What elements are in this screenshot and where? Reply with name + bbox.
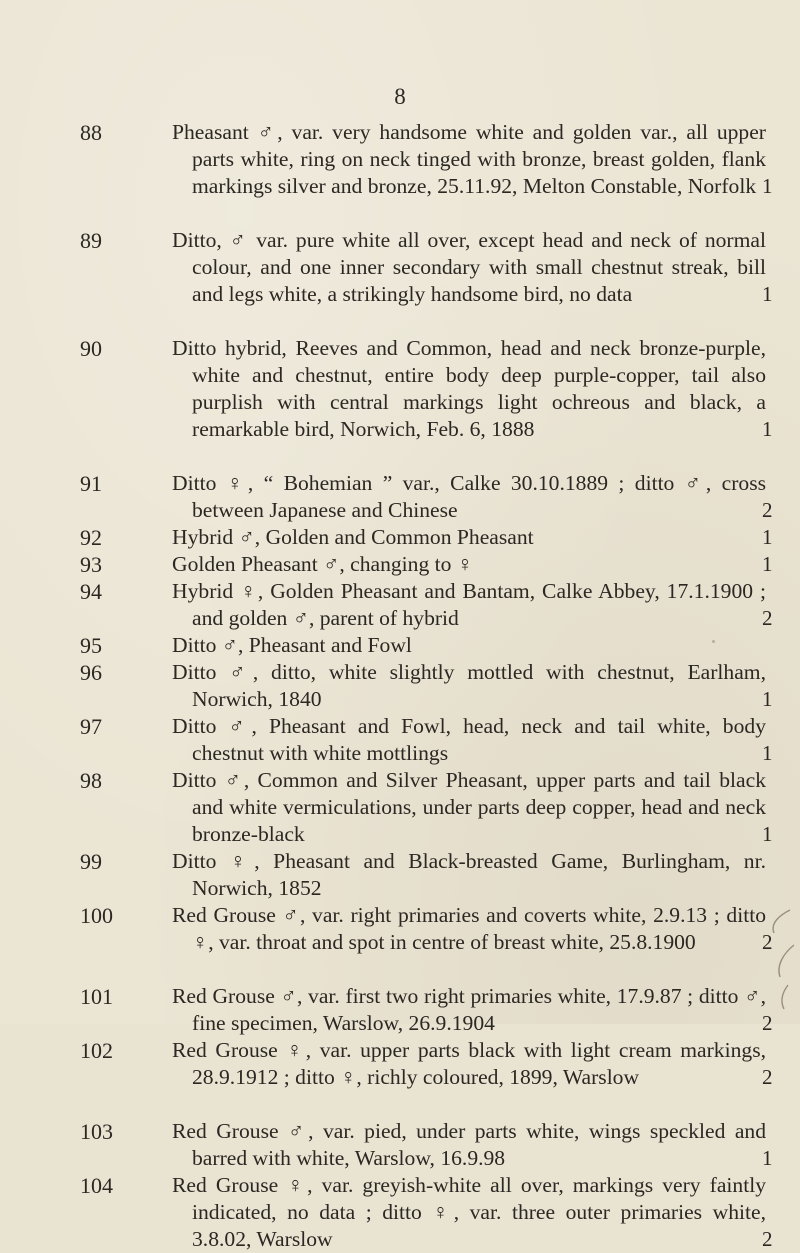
lot-description-block: Ditto, ♂ var. pure white all over, except head and neck of normal colour, and one inner secondary with small chestnut streak, bill and legs white, a strikingly handsome bird, no data 1 xyxy=(172,227,782,308)
page-number: 8 xyxy=(394,84,406,109)
lot-description: Pheasant ♂, var. very handsome white and golden var., all upper parts white, ring on neck tinged with bronze, breast golden, flank markings silver and bronze, 25.11.92, Melton Constable, Norfolk xyxy=(172,120,766,198)
lot-entry xyxy=(0,1172,800,1253)
lot-description: Hybrid ♀, Golden Pheasant and Bantam, Calke Abbey, 17.1.1900 ; and golden ♂, parent of hybrid xyxy=(172,579,766,630)
lot-number: 98 xyxy=(80,768,102,793)
lot-description-block: Red Grouse ♂, var. first two right primaries white, 17.9.87 ; ditto ♂, fine specimen, Warslow, 26.9.1904 2 xyxy=(172,983,782,1037)
lot-number: 88 xyxy=(80,120,102,145)
lot-entry xyxy=(0,767,800,848)
lot-entry xyxy=(0,659,800,713)
lot-description: Ditto ♀, “ Bohemian ” var., Calke 30.10.1889 ; ditto ♂, cross between Japanese and Chinese xyxy=(172,471,766,522)
lot-description-block: Pheasant ♂, var. very handsome white and golden var., all upper parts white, ring on neck tinged with bronze, breast golden, flank markings silver and bronze, 25.11.92, Melton Constable, Norfolk 1 xyxy=(172,119,782,200)
lot-entry xyxy=(0,119,800,227)
lot-description-block: Hybrid ♀, Golden Pheasant and Bantam, Calke Abbey, 17.1.1900 ; and golden ♂, parent of hybrid 2 xyxy=(172,578,782,632)
lot-description: Red Grouse ♀, var. greyish-white all over, markings very faintly indicated, no data ; ditto ♀, var. three outer primaries white, 3.8.02, Warslow xyxy=(172,1173,766,1251)
lot-entry xyxy=(0,902,800,983)
lot-description: Ditto, ♂ var. pure white all over, except head and neck of normal colour, and one inner secondary with small chestnut streak, bill and legs white, a strikingly handsome bird, no data xyxy=(172,228,766,306)
lot-description-block: Ditto ♂, ditto, white slightly mottled with chestnut, Earlham, Norwich, 1840 1 xyxy=(172,659,782,713)
lot-number: 101 xyxy=(80,984,113,1009)
lot-number: 102 xyxy=(80,1038,113,1063)
lot-description-block: Red Grouse ♂, var. right primaries and coverts white, 2.9.13 ; ditto ♀, var. throat and spot in centre of breast white, 25.8.1900 2 xyxy=(172,902,782,956)
lot-description: Ditto ♂, Common and Silver Pheasant, upper parts and tail black and white vermiculations, under parts deep copper, head and neck bronze-black xyxy=(172,768,766,846)
lot-entry xyxy=(0,848,800,902)
lot-entry xyxy=(0,1118,800,1172)
lot-number: 89 xyxy=(80,228,102,253)
lot-entry xyxy=(0,227,800,335)
lot-description-block: Red Grouse ♀, var. greyish-white all over, markings very faintly indicated, no data ; ditto ♀, var. three outer primaries white, 3.8.02, Warslow 2 xyxy=(172,1172,782,1253)
lot-description-block: Red Grouse ♀, var. upper parts black with light cream markings, 28.9.1912 ; ditto ♀, richly coloured, 1899, Warslow 2 xyxy=(172,1037,782,1091)
lot-number: 100 xyxy=(80,903,113,928)
lot-entry xyxy=(0,1037,800,1118)
lot-description-block: Red Grouse ♂, var. pied, under parts white, wings speckled and barred with white, Warslow, 16.9.98 1 xyxy=(172,1118,782,1172)
lot-description: Ditto ♂, ditto, white slightly mottled with chestnut, Earlham, Norwich, 1840 xyxy=(172,660,766,711)
lot-description: Red Grouse ♀, var. upper parts black with light cream markings, 28.9.1912 ; ditto ♀, richly coloured, 1899, Warslow xyxy=(172,1038,766,1089)
lot-entry xyxy=(0,713,800,767)
lot-entry xyxy=(0,524,800,551)
lot-number: 94 xyxy=(80,579,102,604)
lot-description: Ditto ♀, Pheasant and Black-breasted Game, Burlingham, nr. Norwich, 1852 xyxy=(172,849,766,900)
lot-description-block: Hybrid ♂, Golden and Common Pheasant 1 xyxy=(172,524,782,551)
lot-entry xyxy=(0,551,800,578)
lot-number: 93 xyxy=(80,552,102,577)
lot-description: Red Grouse ♂, var. first two right primaries white, 17.9.87 ; ditto ♂, fine specimen, Warslow, 26.9.1904 xyxy=(172,984,766,1035)
lot-number: 95 xyxy=(80,633,102,658)
lot-list xyxy=(0,119,800,1253)
lot-description-block: Ditto hybrid, Reeves and Common, head and neck bronze-purple, white and chestnut, entire body deep purple-copper, tail also purplish with central markings light ochreous and black, a remarkable bird, Norwich, Feb. 6, 1888 1 xyxy=(172,335,782,443)
lot-entry xyxy=(0,578,800,632)
lot-description: Ditto ♂, Pheasant and Fowl xyxy=(172,633,412,657)
lot-description: Ditto hybrid, Reeves and Common, head and neck bronze-purple, white and chestnut, entire body deep purple-copper, tail also purplish with central markings light ochreous and black, a remarkable bird, Norwich, Feb. 6, 1888 xyxy=(172,336,766,441)
lot-entry xyxy=(0,632,800,659)
lot-number: 96 xyxy=(80,660,102,685)
lot-entry xyxy=(0,335,800,470)
lot-description: Ditto ♂, Pheasant and Fowl, head, neck and tail white, body chestnut with white mottlings xyxy=(172,714,766,765)
lot-description: Hybrid ♂, Golden and Common Pheasant xyxy=(172,525,534,549)
lot-number: 97 xyxy=(80,714,102,739)
lot-description-block xyxy=(172,848,782,902)
lot-description-block: Golden Pheasant ♂, changing to ♀ 1 xyxy=(172,551,782,578)
lot-number: 99 xyxy=(80,849,102,874)
lot-number: 91 xyxy=(80,471,102,496)
paper-speck xyxy=(712,640,715,643)
lot-description-block: Ditto ♀, “ Bohemian ” var., Calke 30.10.1889 ; ditto ♂, cross between Japanese and Chinese 2 xyxy=(172,470,782,524)
lot-description: Red Grouse ♂, var. pied, under parts white, wings speckled and barred with white, Warslow, 16.9.98 xyxy=(172,1119,766,1170)
lot-number: 103 xyxy=(80,1119,113,1144)
lot-description-block: Ditto ♂, Pheasant and Fowl, head, neck and tail white, body chestnut with white mottlings 1 xyxy=(172,713,782,767)
lot-number: 90 xyxy=(80,336,102,361)
lot-description: Red Grouse ♂, var. right primaries and coverts white, 2.9.13 ; ditto ♀, var. throat and spot in centre of breast white, 25.8.1900 xyxy=(172,903,766,954)
lot-number: 104 xyxy=(80,1173,113,1198)
pencil-mark-icon xyxy=(760,905,800,1015)
lot-number: 92 xyxy=(80,525,102,550)
lot-description-block xyxy=(172,632,782,659)
lot-entry xyxy=(0,983,800,1037)
lot-description: Golden Pheasant ♂, changing to ♀ xyxy=(172,552,474,576)
lot-entry xyxy=(0,470,800,524)
lot-description-block: Ditto ♂, Common and Silver Pheasant, upper parts and tail black and white vermiculations, under parts deep copper, head and neck bronze-black 1 xyxy=(172,767,782,848)
